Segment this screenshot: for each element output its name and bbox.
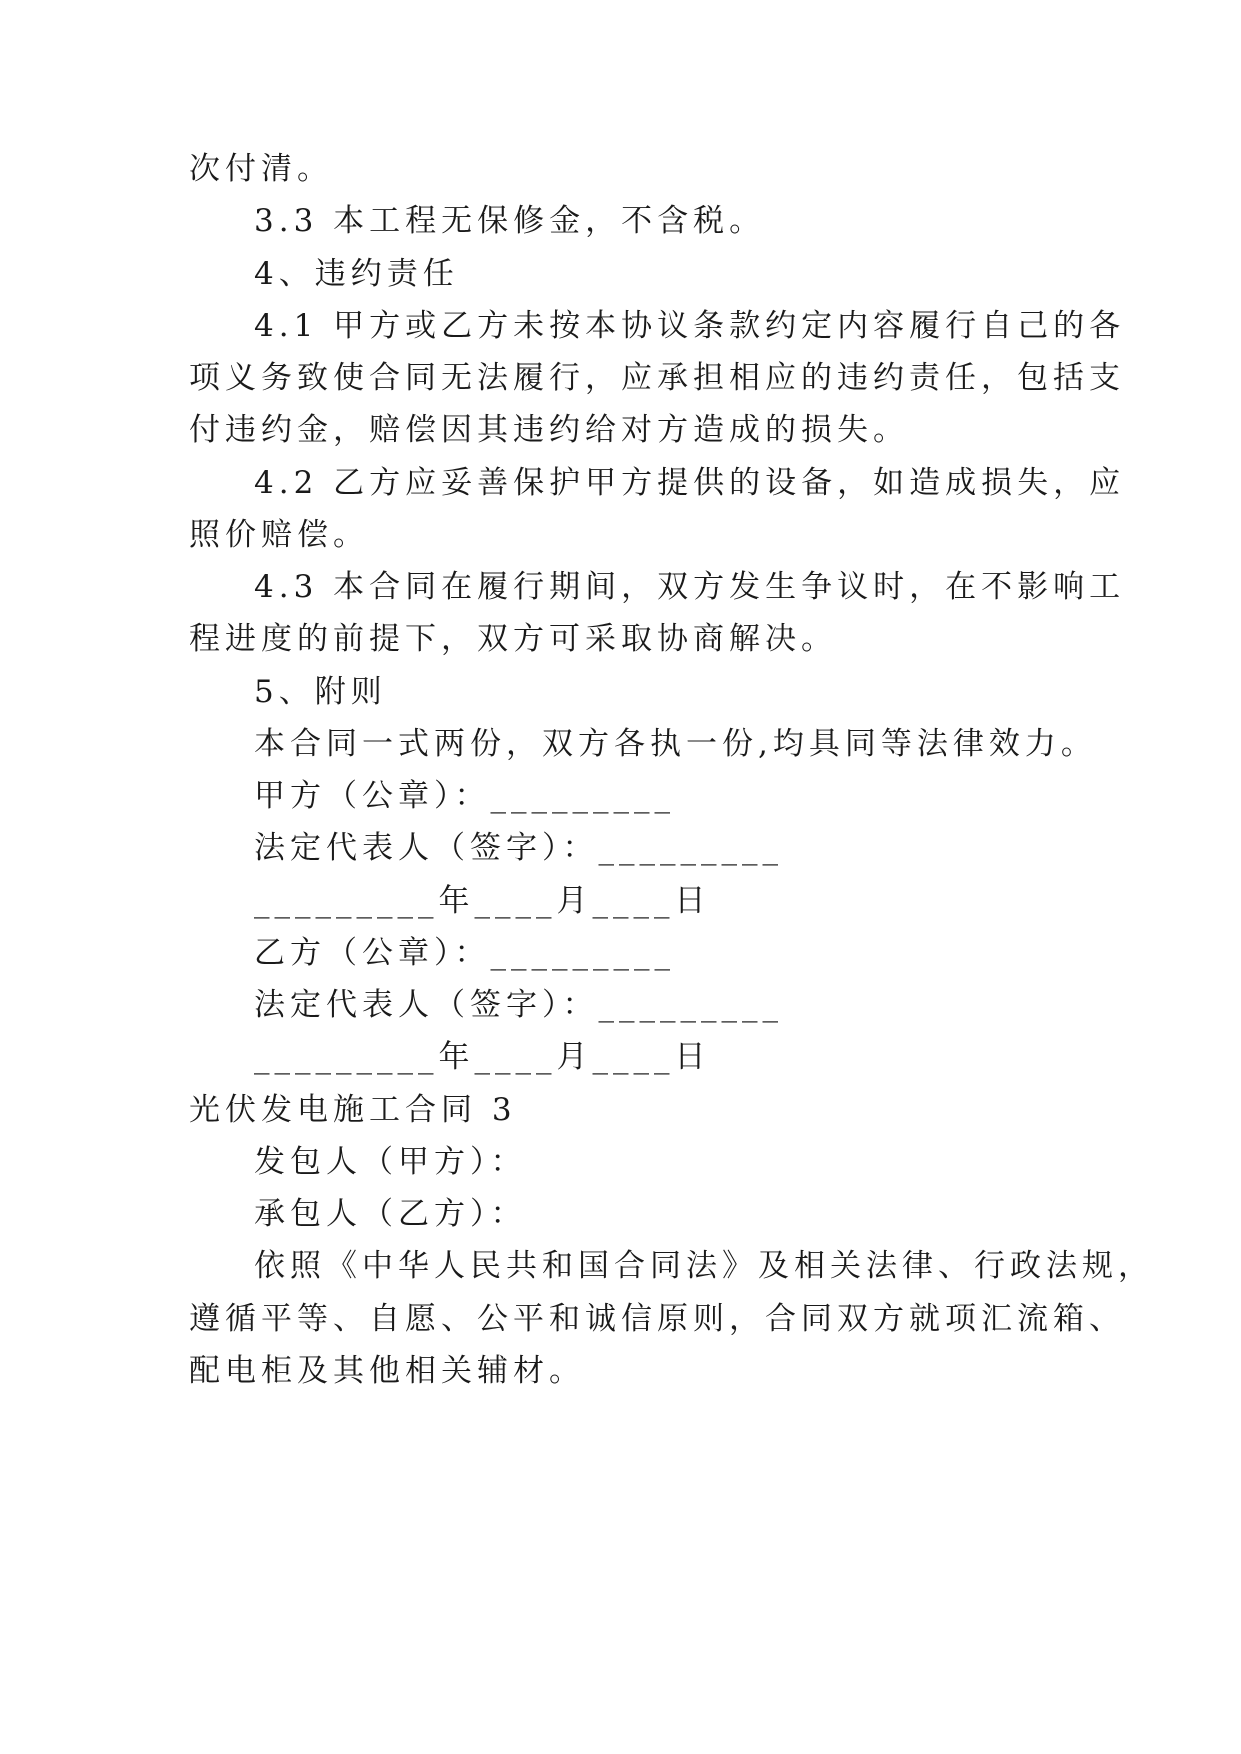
text-line: 程进度的前提下，双方可采取协商解决。 bbox=[189, 621, 837, 657]
signature-date-a: _________年____月____日 bbox=[254, 883, 711, 919]
text-line: 4.1 甲方或乙方未按本协议条款约定内容履行自己的各 bbox=[254, 308, 1126, 344]
text-line: 3.3 本工程无保修金，不含税。 bbox=[254, 203, 766, 239]
section-heading: 4、违约责任 bbox=[254, 256, 459, 292]
text-line: 遵循平等、自愿、公平和诚信原则，合同双方就项汇流箱、 bbox=[189, 1301, 1125, 1337]
text-line: 配电柜及其他相关辅材。 bbox=[189, 1353, 585, 1389]
signature-date-b: _________年____月____日 bbox=[254, 1039, 711, 1075]
signature-party-b: 乙方（公章）：_________ bbox=[254, 935, 675, 971]
text-line: 次付清。 bbox=[189, 151, 333, 187]
text-line: 项义务致使合同无法履行，应承担相应的违约责任，包括支 bbox=[189, 360, 1125, 396]
text-line: 付违约金，赔偿因其违约给对方造成的损失。 bbox=[189, 412, 909, 448]
signature-party-a: 甲方（公章）：_________ bbox=[254, 778, 675, 814]
text-line: 4.3 本合同在履行期间，双方发生争议时，在不影响工 bbox=[254, 569, 1126, 605]
text-line: 4.2 乙方应妥善保护甲方提供的设备，如造成损失，应 bbox=[254, 465, 1126, 501]
text-line: 本合同一式两份，双方各执一份,均具同等法律效力。 bbox=[254, 726, 1097, 762]
section-heading: 5、附则 bbox=[254, 674, 387, 710]
signature-representative-b: 法定代表人（签字）：_________ bbox=[254, 987, 783, 1023]
signature-representative-a: 法定代表人（签字）：_________ bbox=[254, 830, 783, 866]
document-title: 光伏发电施工合同 3 bbox=[189, 1092, 517, 1128]
text-line: 照价赔偿。 bbox=[189, 517, 369, 553]
text-line: 发包人（甲方）： bbox=[254, 1144, 527, 1180]
text-line: 依照《中华人民共和国合同法》及相关法律、行政法规， bbox=[254, 1248, 1154, 1284]
text-line: 承包人（乙方）： bbox=[254, 1196, 527, 1232]
